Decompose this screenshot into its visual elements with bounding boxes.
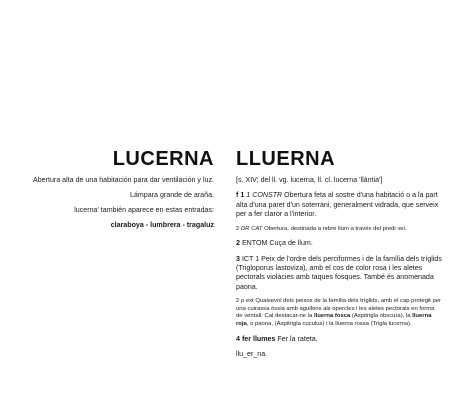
catalan-entry — [236, 148, 442, 365]
sense-3 — [236, 255, 442, 293]
sense-3-2 — [236, 298, 442, 328]
sense-text: Obertura, destinada a rebre llum a través del predi veí. — [264, 225, 407, 232]
etymology: [s. XIV; del ll. vg. lucerna, ll. cl. lucerna 'llàntia'] — [236, 176, 383, 184]
related-link-lumbrera[interactable]: lumbrera — [150, 221, 181, 229]
syllabification: llu_er_na. — [236, 350, 268, 359]
term-lluerna-roja: lluerna roja — [236, 313, 432, 328]
sense-text: (Aspitrigla obscura), la — [350, 313, 413, 320]
sense-number: 2 — [236, 239, 240, 248]
term-lluerna-fosca: lluerna fosca — [313, 313, 351, 320]
headword-lluerna: LLUERNA — [236, 148, 336, 170]
related-link-tragaluz[interactable]: tragaluz — [186, 221, 214, 229]
related-separator: - — [143, 221, 151, 229]
subsense-number: 2 — [236, 225, 240, 232]
also-appears-note: lucerna' también aparece en estas entradas: — [74, 206, 214, 214]
sense-text: 2 p ext Qualsevol dels peixos de la família dels tríglids, amb el cap protegit per una cuirassa òssia amb agullons als opercles i les aletes pectorals en forma de ventall. Cal destacar-ne la — [236, 298, 441, 320]
domain-label: DR CAT — [240, 225, 263, 232]
spanish-entry — [24, 148, 214, 236]
domain-label: CONSTR — [252, 191, 283, 200]
sense-text: Fer la rateta. — [277, 334, 318, 343]
subsense-number: 1 — [255, 254, 260, 263]
phrase: fer llumes — [241, 334, 276, 343]
domain-label: ICT — [241, 254, 254, 263]
sense-4 — [236, 335, 442, 344]
sense-text: , o paona, (Aspitrigla cuculus) i la lluerna rossa (Trigla lucerna). — [246, 321, 412, 328]
sense-2 — [236, 239, 442, 248]
definition-1: Abertura alta de una habitación para dar ventilación y luz. — [32, 176, 214, 184]
definition-2: Lámpara grande de araña. — [129, 191, 214, 199]
sense-text: Obertura feta al sostre d'una habitació o a la part alta d'una paret d'un soterrani, generalment vidrada, que serveix per a fer claror a l'interior. — [236, 191, 439, 219]
domain-label: ENTOM — [241, 239, 268, 248]
related-separator: - — [180, 221, 187, 229]
sense-number: 4 — [236, 334, 240, 343]
sense-number: 3 — [236, 254, 240, 263]
sense-1 — [236, 191, 442, 219]
sense-text: Peix de l'ordre dels perciformes i de la família dels tríglids (Trigloporus lastoviza), amb el cos de color rosa i les aletes pectorals violàcies amb taques fosques. També és anomenada paona. — [236, 254, 442, 291]
subsense-number: 1 — [246, 191, 251, 200]
related-entries — [24, 221, 214, 230]
sense-number: f 1 — [236, 191, 245, 200]
sense-1-2 — [236, 226, 442, 234]
headword-lucerna: LUCERNA — [112, 148, 214, 170]
sense-text: Cuça de llum. — [269, 239, 313, 248]
related-link-claraboya[interactable]: claraboya — [110, 221, 144, 229]
